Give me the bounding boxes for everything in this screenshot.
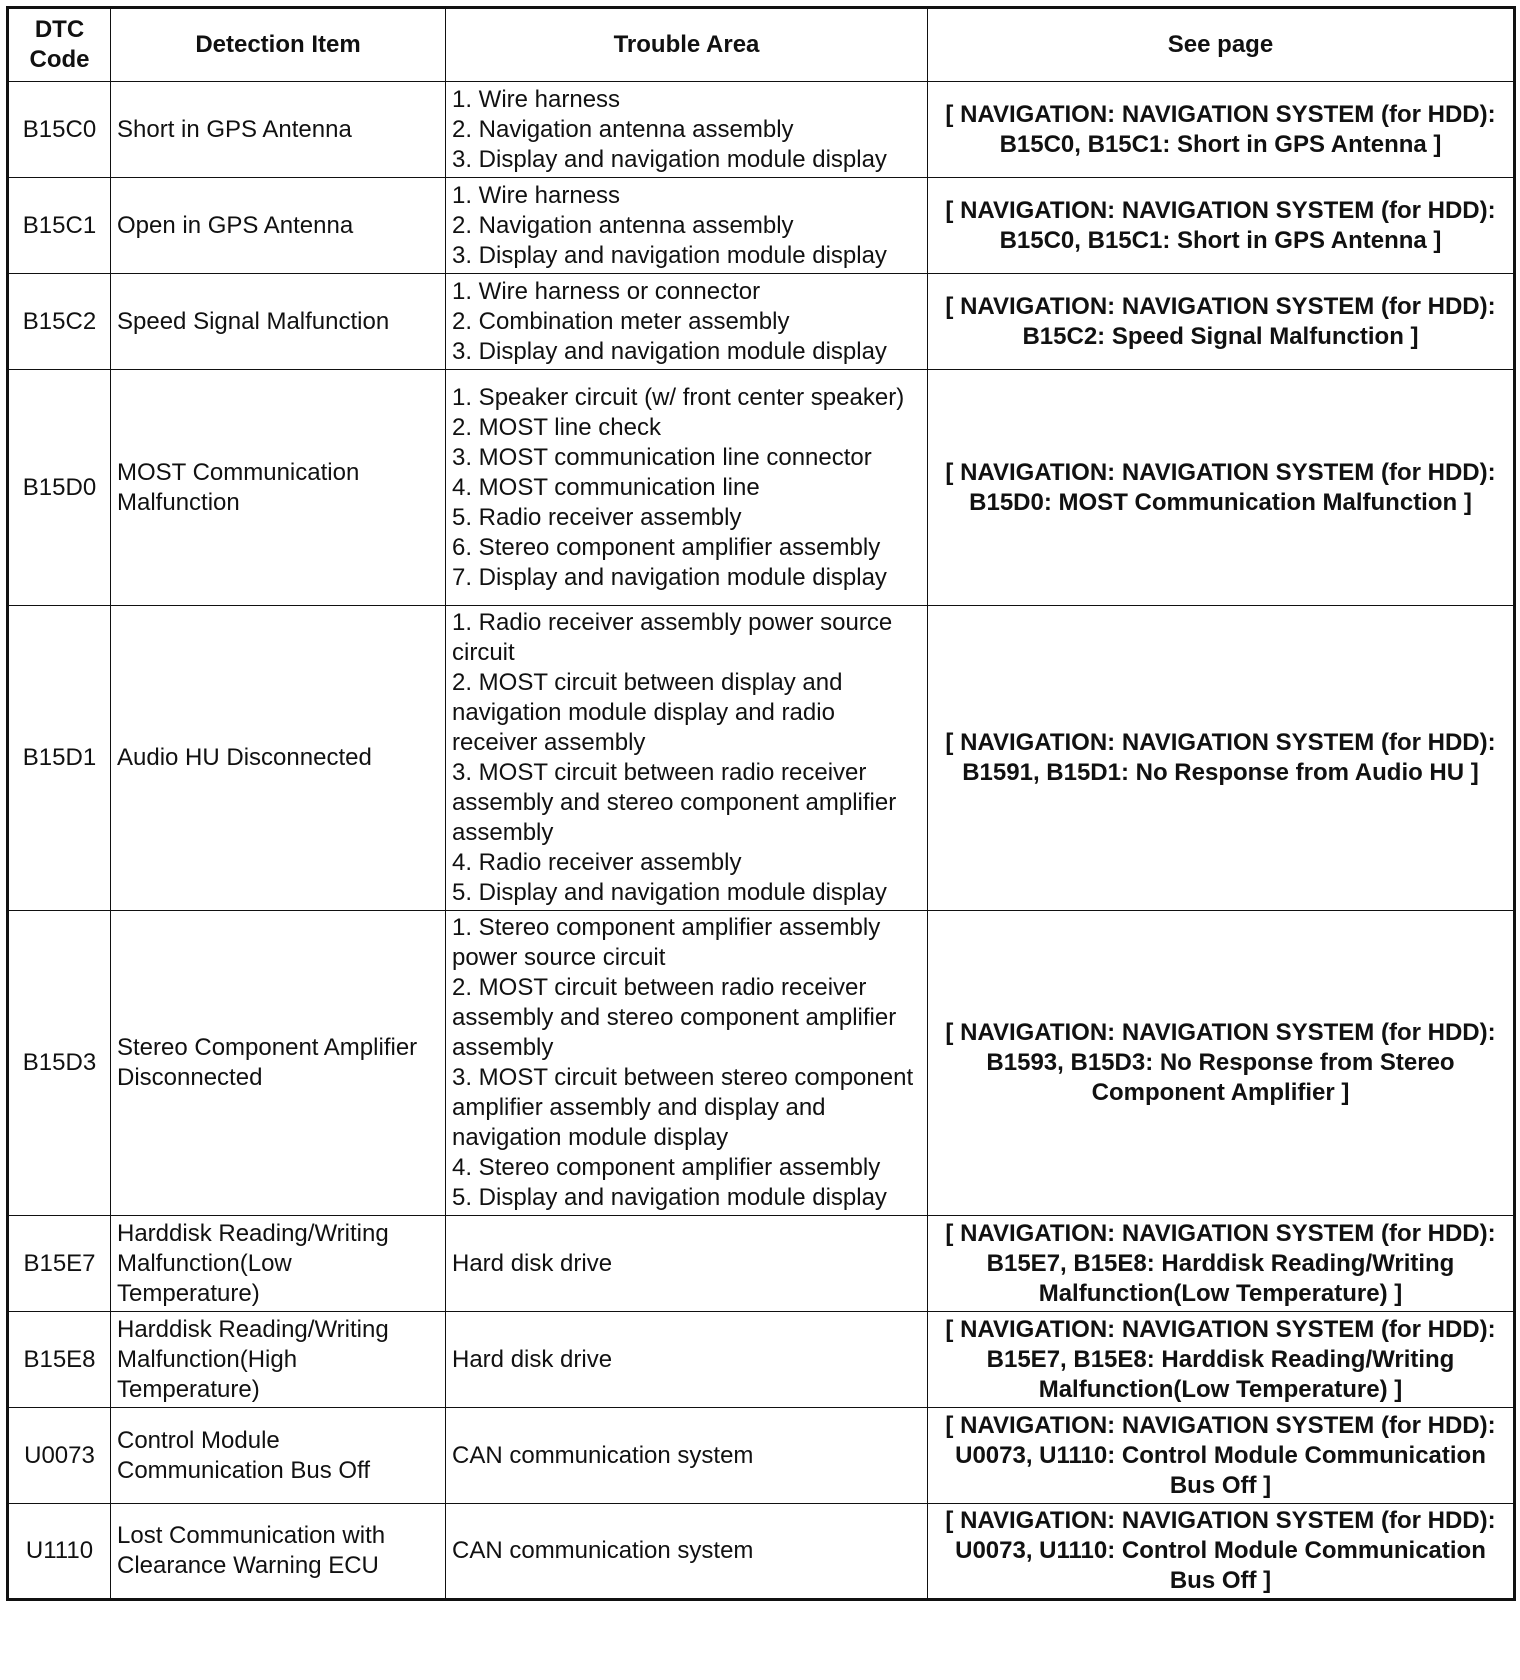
trouble-area-line: 1. Stereo component amplifier assembly power source circuit [452,914,881,971]
dtc-code-cell: B15D0 [8,370,111,606]
table-row [8,370,1515,606]
trouble-area-cell [446,274,928,370]
trouble-area-line: 3. MOST circuit between radio receiver assembly and stereo component amplifier assembly [452,759,897,846]
trouble-area-line: 2. Navigation antenna assembly [452,115,794,143]
header-trouble-area: Trouble Area [446,8,928,82]
trouble-area-line: 2. MOST circuit between radio receiver assembly and stereo component amplifier assembly [452,974,897,1061]
trouble-area-cell [446,606,928,911]
trouble-area-line: 3. MOST circuit between stereo component amplifier assembly and display and navigation module display [452,1064,914,1151]
trouble-area-line: Hard disk drive [452,1345,613,1373]
trouble-area-line: 5. Display and navigation module display [452,1184,887,1211]
detection-item-cell: Control Module Communication Bus Off [111,1408,446,1504]
detection-item-cell: Open in GPS Antenna [111,178,446,274]
detection-item-cell: MOST Communication Malfunction [111,370,446,606]
trouble-area-line: 1. Wire harness [452,181,621,209]
trouble-area-line: 5. Radio receiver assembly [452,503,742,531]
dtc-code-cell: B15C2 [8,274,111,370]
header-detection-item: Detection Item [111,8,446,82]
header-see-page: See page [928,8,1515,82]
trouble-area-line: 4. Stereo component amplifier assembly [452,1154,881,1181]
trouble-area-line: 1. Wire harness [452,85,621,113]
see-page-reference: [ NAVIGATION: NAVIGATION SYSTEM (for HDD): B15E7, B15E8: Harddisk Reading/Writing Malfunction(Low Temperature) ] [928,1216,1515,1312]
trouble-area-line: 1. Wire harness or connector [452,277,761,305]
detection-item-cell: Harddisk Reading/Writing Malfunction(Low Temperature) [111,1216,446,1312]
dtc-code-cell: B15D1 [8,606,111,911]
table-row [8,1504,1515,1600]
see-page-reference: [ NAVIGATION: NAVIGATION SYSTEM (for HDD): B15C0, B15C1: Short in GPS Antenna ] [928,178,1515,274]
detection-item-cell: Stereo Component Amplifier Disconnected [111,911,446,1216]
see-page-reference: [ NAVIGATION: NAVIGATION SYSTEM (for HDD): U0073, U1110: Control Module Communication Bus Off ] [928,1504,1515,1600]
detection-item-cell: Short in GPS Antenna [111,82,446,178]
dtc-code-cell: B15D3 [8,911,111,1216]
dtc-code-cell: U0073 [8,1408,111,1504]
table-row [8,1216,1515,1312]
trouble-area-cell [446,370,928,606]
detection-item-cell: Lost Communication with Clearance Warning ECU [111,1504,446,1600]
table-row [8,911,1515,1216]
dtc-code-cell: B15E8 [8,1312,111,1408]
trouble-area-line: 2. Navigation antenna assembly [452,211,794,239]
trouble-area-cell [446,178,928,274]
trouble-area-cell [446,1408,928,1504]
trouble-area-line: 3. Display and navigation module display [452,145,887,173]
trouble-area-line: Hard disk drive [452,1249,613,1277]
trouble-area-cell [446,911,928,1216]
table-row [8,82,1515,178]
trouble-area-line: 2. MOST line check [452,413,661,441]
detection-item-cell: Audio HU Disconnected [111,606,446,911]
table-body [8,82,1515,1600]
see-page-reference: [ NAVIGATION: NAVIGATION SYSTEM (for HDD): B15C2: Speed Signal Malfunction ] [928,274,1515,370]
trouble-area-line: 3. Display and navigation module display [452,337,887,365]
detection-item-cell: Speed Signal Malfunction [111,274,446,370]
dtc-code-cell: B15E7 [8,1216,111,1312]
detection-item-cell: Harddisk Reading/Writing Malfunction(High Temperature) [111,1312,446,1408]
see-page-reference: [ NAVIGATION: NAVIGATION SYSTEM (for HDD): B15C0, B15C1: Short in GPS Antenna ] [928,82,1515,178]
trouble-area-line: 1. Radio receiver assembly power source circuit [452,609,893,666]
trouble-area-line: 6. Stereo component amplifier assembly [452,533,881,561]
table-row [8,274,1515,370]
trouble-area-cell [446,1312,928,1408]
see-page-reference: [ NAVIGATION: NAVIGATION SYSTEM (for HDD): B1591, B15D1: No Response from Audio HU ] [928,606,1515,911]
table-header [8,8,1515,82]
trouble-area-line: CAN communication system [452,1537,754,1564]
trouble-area-line: 3. Display and navigation module display [452,241,887,269]
see-page-reference: [ NAVIGATION: NAVIGATION SYSTEM (for HDD): B15D0: MOST Communication Malfunction ] [928,370,1515,606]
dtc-code-cell: B15C0 [8,82,111,178]
table-row [8,178,1515,274]
dtc-code-cell: U1110 [8,1504,111,1600]
trouble-area-line: 1. Speaker circuit (w/ front center speaker) [452,383,905,411]
table-row [8,606,1515,911]
trouble-area-line: 7. Display and navigation module display [452,563,887,591]
trouble-area-line: 2. Combination meter assembly [452,307,790,335]
table-row [8,1408,1515,1504]
dtc-code-cell: B15C1 [8,178,111,274]
dtc-table [6,6,1516,1601]
trouble-area-line: 4. MOST communication line [452,473,760,501]
trouble-area-line: 4. Radio receiver assembly [452,849,742,876]
see-page-reference: [ NAVIGATION: NAVIGATION SYSTEM (for HDD): B15E7, B15E8: Harddisk Reading/Writing Malfunction(Low Temperature) ] [928,1312,1515,1408]
see-page-reference: [ NAVIGATION: NAVIGATION SYSTEM (for HDD): U0073, U1110: Control Module Communication Bus Off ] [928,1408,1515,1504]
see-page-reference: [ NAVIGATION: NAVIGATION SYSTEM (for HDD): B1593, B15D3: No Response from Stereo Component Amplifier ] [928,911,1515,1216]
trouble-area-line: 5. Display and navigation module display [452,879,887,906]
trouble-area-line: 3. MOST communication line connector [452,443,872,471]
header-row [8,8,1515,82]
trouble-area-line: 2. MOST circuit between display and navigation module display and radio receiver assembly [452,669,843,756]
trouble-area-cell [446,82,928,178]
trouble-area-cell [446,1504,928,1600]
table-row [8,1312,1515,1408]
header-dtc-code: DTC Code [8,8,111,82]
trouble-area-cell [446,1216,928,1312]
trouble-area-line: CAN communication system [452,1441,754,1469]
